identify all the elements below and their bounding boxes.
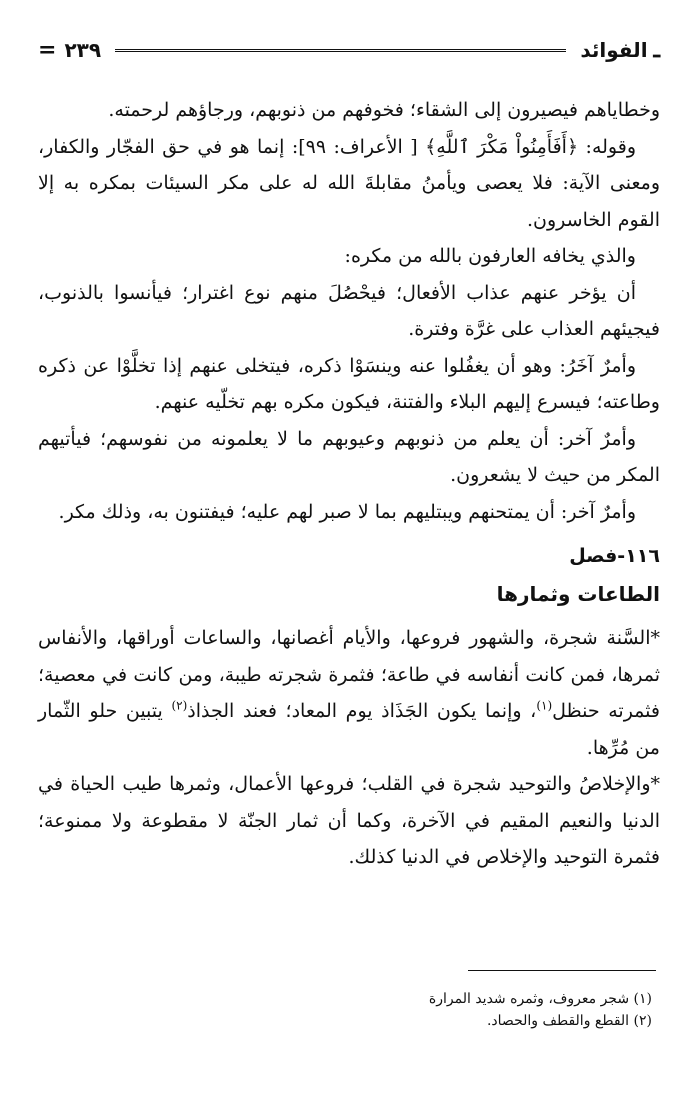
- header-rule: [115, 49, 566, 52]
- footnote-2: (٢) القطع والقطف والحصاد.: [486, 1013, 652, 1029]
- paragraph-first-matter: أن يؤخر عنهم عذاب الأفعال؛ فيحْصُلَ منهم نوع اغترار؛ فيأنسوا بالذنوب، فيجيئهم العذاب على غرَّة وفترة.: [38, 281, 660, 340]
- page-body: [38, 92, 660, 876]
- header-dash-left: =: [38, 37, 57, 63]
- footnote-ref-1[interactable]: (١): [536, 698, 553, 713]
- footnotes: [429, 988, 652, 1032]
- section-title: الطاعات وثمارها: [496, 582, 660, 606]
- book-title: الفوائد: [580, 38, 648, 62]
- book-page: [38, 30, 660, 1090]
- paragraph-third-matter: وأمرٌ آخر: أن يعلم من ذنوبهم وعيوبهم ما لا يعلمونه من نفوسهم؛ فيأتيهم المكر من حيث لا يشعرون.: [38, 427, 660, 486]
- footnote-1: (١) شجر معروف، وثمره شديد المرارة: [428, 991, 652, 1007]
- text-segment: يتبين حلو الثّمار من مُرِّها.: [38, 700, 660, 759]
- footnote-divider: [468, 970, 656, 971]
- text-segment: ، وإنما يكون الجَذَاذ يوم المعاد؛ فعند الجذاذ: [187, 700, 537, 722]
- paragraph-fourth-matter: وأمرٌ آخر: أن يمتحنهم ويبتليهم بما لا صبر لهم عليه؛ فيفتنون به، وذلك مكر.: [58, 500, 636, 523]
- page-number: ٢٣٩: [64, 38, 102, 62]
- paragraph-continuation: وخطاياهم فيصيرون إلى الشقاء؛ فخوفهم من ذنوبهم، ورجاؤهم لرحمته.: [108, 99, 660, 121]
- header-dash-right: ـ: [653, 37, 660, 63]
- page-header: [38, 30, 660, 70]
- paragraph-verse-commentary: وقوله: ﴿أَفَأَمِنُواْ مَكْرَ ٱللَّهِ﴾ [ الأعراف: ٩٩]: إنما هو في حق الفجّار والكفار، ومعنى الآية: فلا يعصى ويأمنُ مقابلةَ الله له على مكر السيئات بمكره به إلا القوم الخاسرون.: [38, 135, 660, 231]
- section-heading: [38, 538, 660, 614]
- paragraph-year-tree: [38, 620, 660, 766]
- paragraph-second-matter: وأمرٌ آخَرُ: وهو أن يغفُلوا عنه وينسَوْا ذكره، فيتخلى عنهم إذا تخلَّوْا عن ذكره وطاعته؛ فيسرع إليهم البلاء والفتنة، فيكون مكره بهم تخلّيه عنهم.: [38, 354, 660, 413]
- footnote-ref-2[interactable]: (٢): [171, 698, 188, 713]
- text-segment: *السَّنة شجرة، والشهور فروعها، والأيام أغصانها، والساعات أوراقها، والأنفاس ثمرها، فمن كانت أنفاسه في طاعة؛ فثمرة شجرته طيبة، ومن كانت في معصية؛ فثمرته حنظل: [38, 627, 660, 722]
- paragraph-sincerity-tree: *والإخلاصُ والتوحيد شجرة في القلب؛ فروعها الأعمال، وثمرها طيب الحياة في الدنيا والنعيم المقيم في الآخرة، وكما أن ثمار الجنّة لا مقطوعة ولا ممنوعة؛ فثمرة التوحيد والإخلاص في الدنيا كذلك.: [38, 773, 660, 868]
- section-number: ١١٦-فصل: [569, 545, 660, 567]
- paragraph-intro: والذي يخافه العارفون بالله من مكره:: [344, 245, 636, 267]
